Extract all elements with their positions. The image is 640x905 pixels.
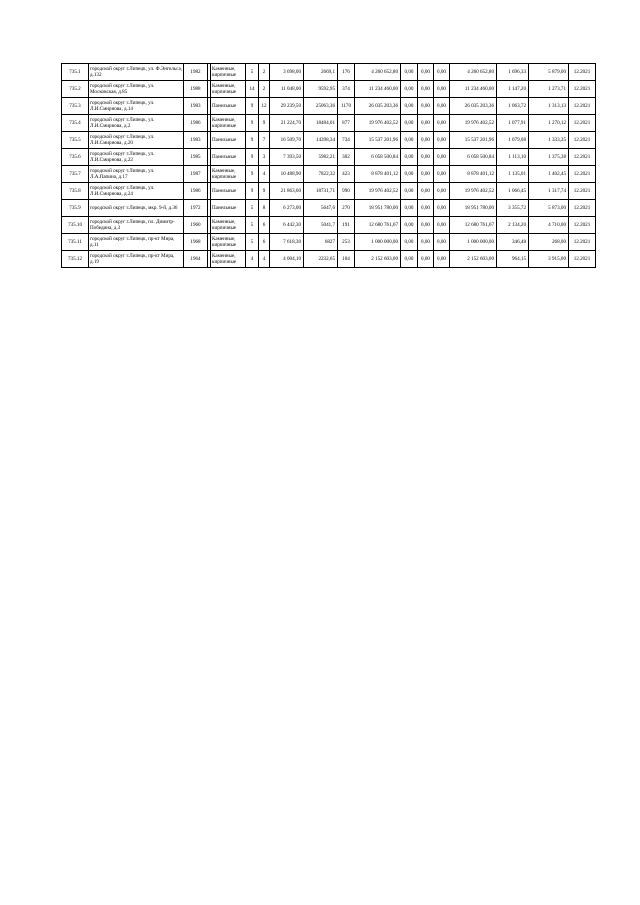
cell-total-cost: 11 234 460,00 [355,81,401,98]
cell-floors: 4 [246,251,259,268]
cell-owner-cost: 15 537 201,96 [450,132,497,149]
cell-total-cost: 26 035 203,36 [355,98,401,115]
cell-completion-date: 12.2021 [569,115,596,132]
cell-address: городской округ г.Липецк, ул. Л.И.Смирнова, д.2 [89,115,184,132]
cell-year-built: 1964 [184,251,208,268]
cell-other-cost: 0,00 [434,217,450,234]
cell-other-cost: 0,00 [434,115,450,132]
cell-entrances: 8 [259,200,270,217]
cell-budget-cost: 0,00 [418,166,434,183]
cell-owner-cost: 19 976 402,52 [450,115,497,132]
cell-other-cost: 0,00 [434,251,450,268]
cell-max-unit-cost: 1 375,38 [529,149,569,166]
cell-completion-date: 12.2021 [569,234,596,251]
cell-residents: 877 [338,115,355,132]
cell-total-area: 21 224,70 [270,115,304,132]
cell-total-cost: 4 260 652,80 [355,64,401,81]
cell-address: городской округ г.Липецк, ул. Л.А.Папина, д.17 [89,166,184,183]
cell-floors: 5 [246,64,259,81]
cell-row-number: 735.9 [62,200,89,217]
cell-owner-cost: 2 152 603,00 [450,251,497,268]
cell-floors: 9 [246,166,259,183]
cell-wall-material: Каменные, кирпичные [211,64,246,81]
cell-unit-cost: 964,15 [497,251,529,268]
cell-wall-material: Каменные, кирпичные [211,251,246,268]
cell-total-area: 7 393,50 [270,149,304,166]
cell-owner-cost: 4 260 652,80 [450,64,497,81]
cell-completion-date: 12.2021 [569,98,596,115]
cell-other-cost: 0,00 [434,98,450,115]
cell-living-area: 18484,01 [304,115,338,132]
cell-max-unit-cost: 1 270,12 [529,115,569,132]
cell-budget-cost: 0,00 [418,251,434,268]
cell-living-area: 5041,7 [304,217,338,234]
cell-completion-date: 12.2021 [569,183,596,200]
cell-living-area: 18731,71 [304,183,338,200]
table-row [62,98,596,115]
cell-other-cost: 0,00 [434,132,450,149]
cell-floors: 14 [246,81,259,98]
cell-owner-cost: 1 000 000,00 [450,234,497,251]
cell-living-area: 25063,36 [304,98,338,115]
cell-entrances: 4 [259,251,270,268]
cell-total-cost: 18 951 780,00 [355,200,401,217]
cell-wall-material: Панельные [211,149,246,166]
cell-owner-cost: 18 951 780,00 [450,200,497,217]
cell-residents: 374 [338,81,355,98]
cell-residents: 253 [338,234,355,251]
cell-completion-date: 12.2021 [569,217,596,234]
cell-owner-cost: 11 234 460,00 [450,81,497,98]
cell-total-cost: 19 976 402,52 [355,115,401,132]
cell-total-area: 4 004,10 [270,251,304,268]
cell-row-number: 735.6 [62,149,89,166]
cell-year-built: 1968 [184,234,208,251]
cell-residents: 734 [338,132,355,149]
cell-wall-material: Панельные [211,183,246,200]
cell-total-cost: 6 058 500,84 [355,149,401,166]
cell-wall-material: Каменные, кирпичные [211,115,246,132]
cell-residents: 990 [338,183,355,200]
cell-owner-cost: 12 680 761,67 [450,217,497,234]
cell-budget-cost: 0,00 [418,183,434,200]
cell-row-number: 735.10 [62,217,89,234]
cell-total-cost: 1 000 000,00 [355,234,401,251]
cell-total-cost: 15 537 201,96 [355,132,401,149]
cell-budget-cost: 0,00 [418,81,434,98]
cell-floors: 9 [246,115,259,132]
cell-entrances: 6 [259,217,270,234]
cell-completion-date: 12.2021 [569,64,596,81]
cell-budget-cost: 0,00 [418,234,434,251]
cell-fund-cost: 0,00 [401,251,418,268]
cell-completion-date: 12.2021 [569,132,596,149]
cell-max-unit-cost: 1 313,13 [529,98,569,115]
cell-unit-cost: 1 063,72 [497,98,529,115]
cell-unit-cost: 1 079,08 [497,132,529,149]
cell-fund-cost: 0,00 [401,132,418,149]
cell-floors: 5 [246,217,259,234]
table-row [62,234,596,251]
cell-max-unit-cost: 1 402,45 [529,166,569,183]
cell-living-area: 2669,1 [304,64,338,81]
cell-wall-material: Каменные, кирпичные [211,166,246,183]
cell-entrances: 6 [259,234,270,251]
cell-total-area: 7 618,30 [270,234,304,251]
table-row [62,251,596,268]
cell-owner-cost: 6 058 500,84 [450,149,497,166]
cell-max-unit-cost: 1 273,71 [529,81,569,98]
cell-floors: 9 [246,149,259,166]
cell-total-cost: 19 976 402,52 [355,183,401,200]
table-row [62,132,596,149]
cell-year-built: 1986 [184,183,208,200]
cell-owner-cost: 26 035 203,36 [450,98,497,115]
cell-living-area: 14398,34 [304,132,338,149]
cell-wall-material: Панельные [211,98,246,115]
cell-living-area: 5982,21 [304,149,338,166]
cell-living-area: 6827 [304,234,338,251]
cell-budget-cost: 0,00 [418,132,434,149]
cell-row-number: 735.8 [62,183,89,200]
cell-row-number: 735.5 [62,132,89,149]
cell-residents: 302 [338,149,355,166]
cell-total-cost: 2 152 603,00 [355,251,401,268]
cell-fund-cost: 0,00 [401,115,418,132]
cell-residents: 104 [338,251,355,268]
cell-year-built: 1983 [184,98,208,115]
cell-total-area: 3 698,00 [270,64,304,81]
cell-residents: 270 [338,200,355,217]
cell-living-area: 2232,65 [304,251,338,268]
cell-max-unit-cost: 5 879,00 [529,64,569,81]
cell-fund-cost: 0,00 [401,149,418,166]
cell-entrances: 7 [259,132,270,149]
cell-residents: 191 [338,217,355,234]
cell-living-area: 5647,6 [304,200,338,217]
cell-year-built: 1983 [184,132,208,149]
cell-unit-cost: 1 135,01 [497,166,529,183]
cell-budget-cost: 0,00 [418,200,434,217]
table-row [62,81,596,98]
cell-max-unit-cost: 5 873,00 [529,200,569,217]
cell-unit-cost: 1 113,10 [497,149,529,166]
cell-completion-date: 12.2021 [569,166,596,183]
cell-other-cost: 0,00 [434,81,450,98]
cell-address: городской округ г.Липецк, пл. Димитр-Победина, д.3 [89,217,184,234]
cell-other-cost: 0,00 [434,64,450,81]
cell-year-built: 1985 [184,149,208,166]
cell-row-number: 735.12 [62,251,89,268]
cell-budget-cost: 0,00 [418,98,434,115]
cell-owner-cost: 19 976 402,52 [450,183,497,200]
cell-other-cost: 0,00 [434,200,450,217]
cell-year-built: 1988 [184,81,208,98]
cell-total-area: 21 863,60 [270,183,304,200]
table-row [62,166,596,183]
cell-completion-date: 12.2021 [569,81,596,98]
cell-row-number: 735.3 [62,98,89,115]
cell-residents: 423 [338,166,355,183]
cell-residents: 176 [338,64,355,81]
cell-other-cost: 0,00 [434,149,450,166]
cell-row-number: 735.4 [62,115,89,132]
cell-row-number: 735.1 [62,64,89,81]
cell-total-area: 6 273,00 [270,200,304,217]
cell-floors: 9 [246,183,259,200]
cell-address: городской округ г.Липецк, ул. Московская, д.85 [89,81,184,98]
cell-other-cost: 0,00 [434,183,450,200]
table-row [62,217,596,234]
cell-wall-material: Панельные [211,132,246,149]
cell-unit-cost: 1 077,91 [497,115,529,132]
cell-entrances: 2 [259,64,270,81]
cell-entrances: 9 [259,115,270,132]
table-row [62,64,596,81]
cell-floors: 5 [246,200,259,217]
cell-wall-material: Панельные [211,200,246,217]
cell-address: городской округ г.Липецк, пр-кт Мира, д.19 [89,251,184,268]
cell-year-built: 1972 [184,200,208,217]
cell-unit-cost: 346,48 [497,234,529,251]
repair-program-table [61,63,596,268]
cell-budget-cost: 0,00 [418,149,434,166]
cell-fund-cost: 0,00 [401,217,418,234]
cell-year-built: 1987 [184,166,208,183]
cell-row-number: 735.11 [62,234,89,251]
cell-unit-cost: 2 134,20 [497,217,529,234]
cell-budget-cost: 0,00 [418,64,434,81]
cell-fund-cost: 0,00 [401,200,418,217]
cell-fund-cost: 0,00 [401,64,418,81]
cell-address: городской округ г.Липецк, ул. Ф.Энгельса, д.132 [89,64,184,81]
table-row [62,183,596,200]
cell-floors: 9 [246,98,259,115]
cell-year-built: 1986 [184,115,208,132]
cell-unit-cost: 1 066,45 [497,183,529,200]
cell-total-area: 6 442,30 [270,217,304,234]
cell-entrances: 4 [259,166,270,183]
cell-max-unit-cost: 3 915,00 [529,251,569,268]
cell-floors: 9 [246,132,259,149]
cell-unit-cost: 3 355,72 [497,200,529,217]
cell-fund-cost: 0,00 [401,183,418,200]
cell-fund-cost: 0,00 [401,234,418,251]
cell-budget-cost: 0,00 [418,115,434,132]
cell-max-unit-cost: 268,00 [529,234,569,251]
cell-address: городской округ г.Липецк, ул. Л.И.Смирнова, д.24 [89,183,184,200]
cell-address: городской округ г.Липецк, пр-кт Мира, д.11 [89,234,184,251]
cell-total-area: 11 048,00 [270,81,304,98]
cell-wall-material: Каменные, кирпичные [211,217,246,234]
cell-entrances: 3 [259,149,270,166]
cell-completion-date: 12.2021 [569,149,596,166]
table-row [62,149,596,166]
table-row [62,200,596,217]
cell-address: городской округ г.Липецк, мкр. 9-й, д.36 [89,200,184,217]
cell-wall-material: Каменные, кирпичные [211,234,246,251]
cell-total-area: 10 488,90 [270,166,304,183]
cell-year-built: 1982 [184,64,208,81]
cell-max-unit-cost: 1 333,35 [529,132,569,149]
cell-other-cost: 0,00 [434,234,450,251]
cell-total-cost: 12 680 761,67 [355,217,401,234]
cell-fund-cost: 0,00 [401,81,418,98]
cell-total-area: 29 239,50 [270,98,304,115]
cell-address: городской округ г.Липецк, ул. Л.И.Смирнова, д.22 [89,149,184,166]
cell-address: городской округ г.Липецк, ул. Л.И.Смирнова, д.14 [89,98,184,115]
cell-budget-cost: 0,00 [418,217,434,234]
cell-floors: 5 [246,234,259,251]
cell-row-number: 735.7 [62,166,89,183]
cell-unit-cost: 1 147,20 [497,81,529,98]
cell-address: городской округ г.Липецк, ул. Л.И.Смирнова, д.20 [89,132,184,149]
cell-living-area: 9592,95 [304,81,338,98]
cell-unit-cost: 1 696,33 [497,64,529,81]
cell-living-area: 7822,32 [304,166,338,183]
cell-row-number: 735.2 [62,81,89,98]
cell-residents: 1170 [338,98,355,115]
cell-entrances: 9 [259,183,270,200]
cell-wall-material: Каменные, кирпичные [211,81,246,98]
cell-entrances: 2 [259,81,270,98]
cell-other-cost: 0,00 [434,166,450,183]
cell-entrances: 12 [259,98,270,115]
cell-completion-date: 12.2021 [569,251,596,268]
cell-fund-cost: 0,00 [401,166,418,183]
cell-completion-date: 12.2021 [569,200,596,217]
cell-year-built: 1960 [184,217,208,234]
cell-max-unit-cost: 4 710,00 [529,217,569,234]
cell-total-cost: 8 878 401,12 [355,166,401,183]
table-row [62,115,596,132]
cell-fund-cost: 0,00 [401,98,418,115]
cell-max-unit-cost: 1 317,74 [529,183,569,200]
cell-total-area: 16 509,70 [270,132,304,149]
cell-owner-cost: 8 878 401,12 [450,166,497,183]
